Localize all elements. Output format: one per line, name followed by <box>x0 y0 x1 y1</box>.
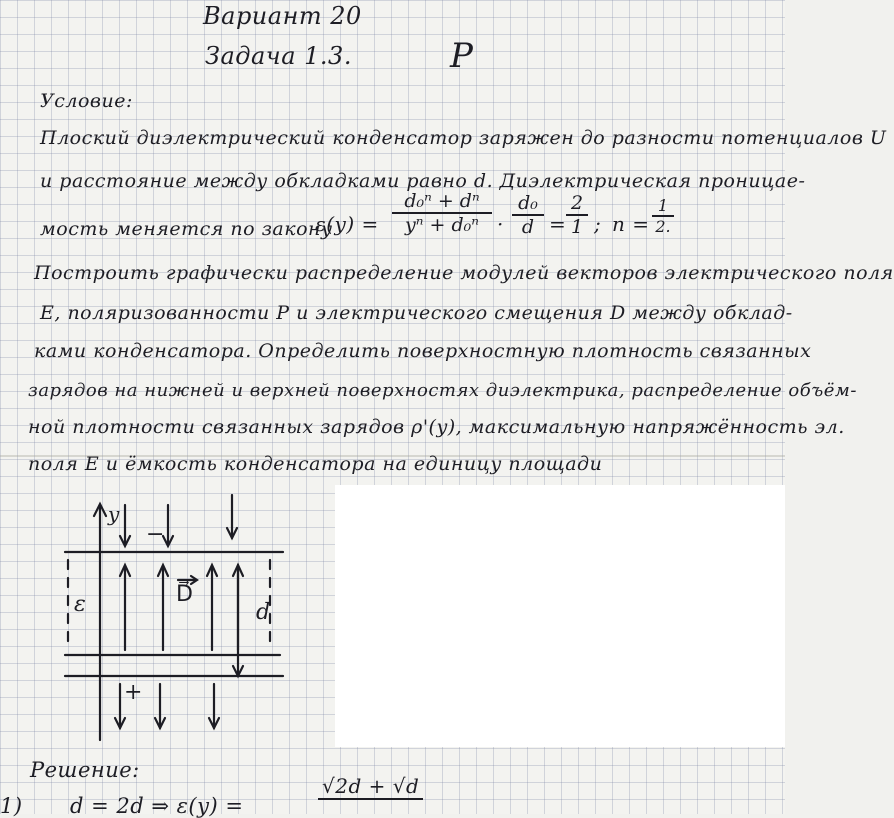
formula-lhs: ε(y) = <box>315 212 379 236</box>
formula-numerator: d₀ⁿ + dⁿ <box>392 190 492 214</box>
y-axis-label: y <box>108 502 120 526</box>
gap-label: d <box>256 600 271 625</box>
variant-title: Вариант 20 <box>203 2 362 30</box>
top-plate-sign: − <box>146 522 165 547</box>
task-line-2: E, поляризованности P и электрического смещения D между обклад- <box>40 302 793 324</box>
task-number: Задача 1.3. <box>205 42 352 70</box>
formula-denominator: yⁿ + d₀ⁿ <box>405 214 479 236</box>
solution-numerator: √2d + √d <box>318 774 423 800</box>
vector-d-label: D⃗ <box>176 582 194 607</box>
condition-line-1: Плоский диэлектрический конденсатор заряжен до разности потенциалов U <box>40 127 887 149</box>
solution-step-number: 1) <box>0 794 23 818</box>
page-mark: P <box>450 36 474 76</box>
ratio-value-denominator: 1 <box>570 216 584 238</box>
condition-line-3: мость меняется по закону <box>40 218 333 240</box>
ratio-equals: = <box>549 212 567 236</box>
solution-heading: Решение: <box>30 758 140 782</box>
task-line-6: поля E и ёмкость конденсатора на единицу площади <box>28 453 603 475</box>
task-line-4: зарядов на нижней и верхней поверхностях диэлектрика, распределение объём- <box>28 380 857 401</box>
condition-heading: Условие: <box>40 90 133 112</box>
ratio-value-numerator: 2 <box>566 192 588 216</box>
task-line-1: Построить графически распределение модулей векторов электрического поля <box>34 262 894 284</box>
task-line-5: ной плотности связанных зарядов ρ'(y), максимальную напряжённость эл. <box>28 416 845 438</box>
ratio-numerator: d₀ <box>512 192 544 216</box>
n-denominator: 2. <box>655 217 671 236</box>
condition-line-2: и расстояние между обкладками равно d. Диэлектрическая проницае- <box>40 170 806 192</box>
bottom-plate-sign: + <box>124 680 143 705</box>
formula-separator: · <box>497 212 504 236</box>
formula-semicolon: ; <box>594 212 602 236</box>
task-line-3: ками конденсатора. Определить поверхностную плотность связанных <box>34 340 812 362</box>
n-numerator: 1 <box>652 196 674 217</box>
n-label: n = <box>612 212 650 236</box>
permittivity-label: ε <box>74 592 87 617</box>
solution-step-text: d = 2d ⇒ ε(y) = <box>70 794 244 818</box>
ratio-denominator: d <box>521 216 535 238</box>
